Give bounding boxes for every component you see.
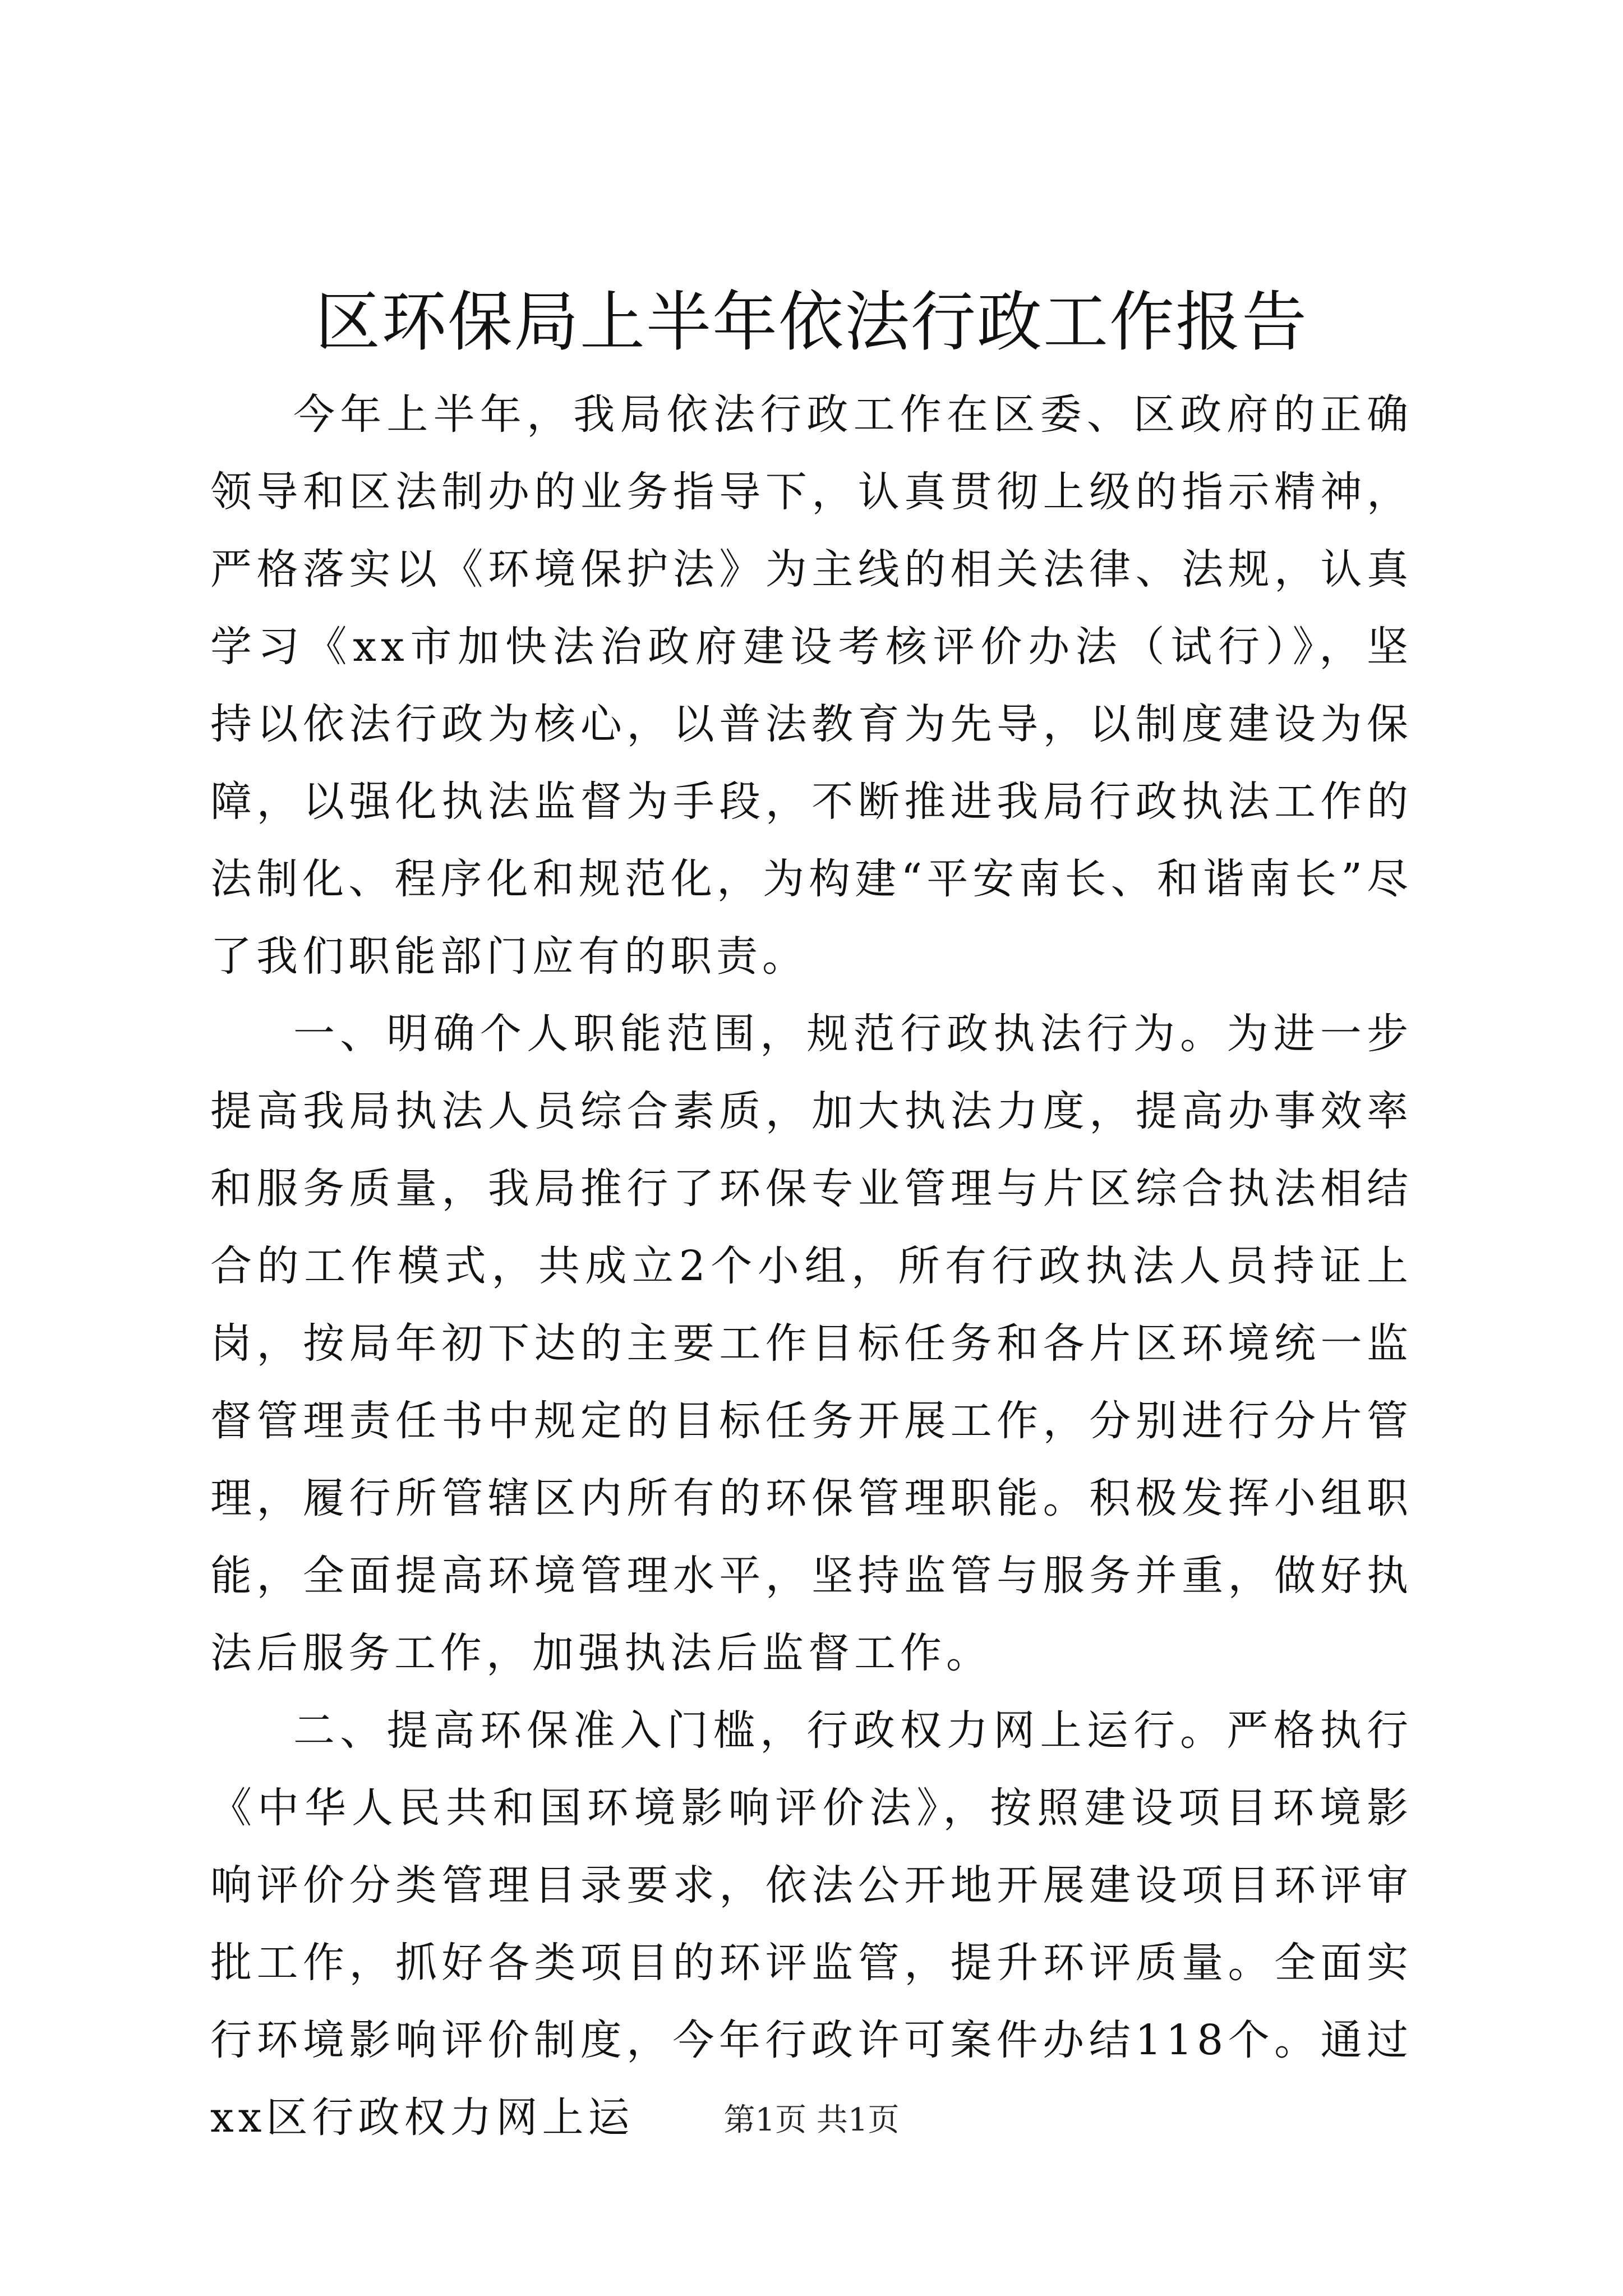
paragraph-intro: 今年上半年，我局依法行政工作在区委、区政府的正确领导和区法制办的业务指导下，认真贯彻上级的指示精神，严格落实以《环境保护法》为主线的相关法律、法规，认真学习《xx市加快法治政府建设考核评价办法（试行）》，坚持以依法行政为核心，以普法教育为先导，以制度建设为保障，以强化执法监督为手段，不断推进我局行政执法工作的法制化、程序化和规范化，为构建“平安南长、和谐南长”尽了我们职能部门应有的职责。 <box>210 390 1413 981</box>
paragraph-section-1: 一、明确个人职能范围，规范行政执法行为。为进一步提高我局执法人员综合素质，加大执法力度，提高办事效率和服务质量，我局推行了环保专业管理与片区综合执法相结合的工作模式，共成立2个小组，所有行政执法人员持证上岗，按局年初下达的主要工作目标任务和各片区环境统一监督管理责任书中规定的目标任务开展工作，分别进行分片管理，履行所管辖区内所有的环保管理职能。积极发挥小组职能，全面提高环境管理水平，坚持监管与服务并重，做好执法后服务工作，加强执法后监督工作。 <box>210 1010 1413 1677</box>
document-body <box>210 376 1413 2156</box>
paragraph-section-2: 二、提高环保准入门槛，行政权力网上运行。严格执行《中华人民共和国环境影响评价法》，按照建设项目环境影响评价分类管理目录要求，依法公开地开展建设项目环评审批工作，抓好各类项目的环评监管，提升环评质量。全面实行环境影响评价制度，今年行政许可案件办结118个。通过xx区行政权力网上运 <box>210 1706 1413 2142</box>
document-title: 区环保局上半年依法行政工作报告 <box>315 284 1308 360</box>
page-footer: 第1页 共1页 <box>723 2102 900 2138</box>
